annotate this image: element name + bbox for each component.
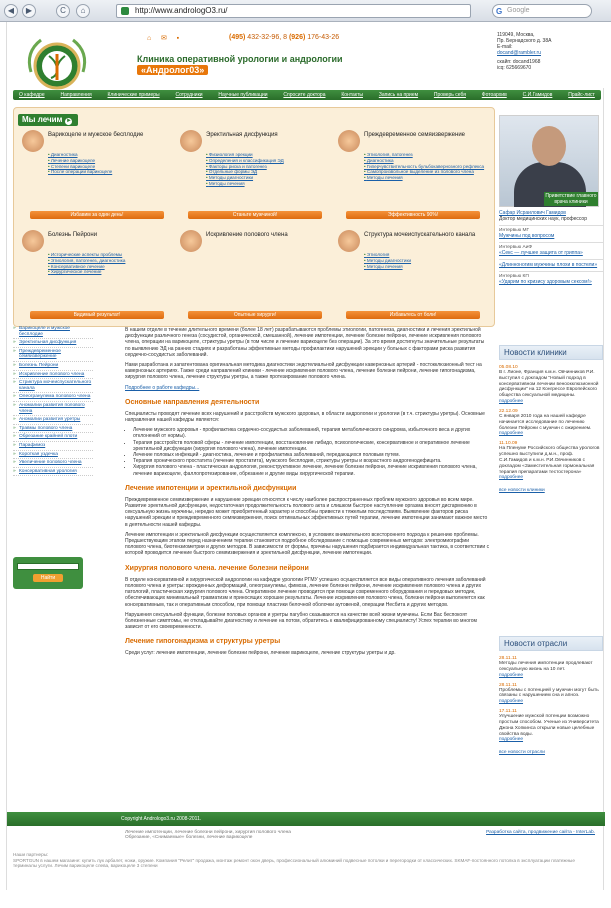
left-nav-item[interactable]: » Травмы полового члена	[13, 425, 93, 434]
service-link[interactable]: • Отдельные формы ЭД	[206, 169, 330, 175]
news-date: 05.08.10	[499, 365, 518, 370]
left-nav-item[interactable]: » Искривление полового члена	[13, 371, 93, 380]
left-nav-item[interactable]: » Парафимоз	[13, 442, 93, 451]
industry-news-title: Новости отрасли	[499, 636, 603, 651]
news-text: С января 2010 года на нашей кафедре начинается исследование по лечению болезни Пейрони с мужчин с ожирением.	[499, 413, 592, 431]
service-link[interactable]: • Методы диагностики	[206, 175, 330, 181]
news-more-link[interactable]: подробнее	[499, 431, 524, 437]
interview-label: Интервью КП	[499, 271, 603, 279]
service-button[interactable]: Видимый результат!	[30, 311, 164, 319]
news-date: 17.11.11	[499, 709, 517, 715]
browser-toolbar	[0, 0, 611, 22]
left-nav-item[interactable]: » Аномалии развития полового члена	[13, 402, 93, 416]
directions-list	[133, 427, 491, 477]
menu-item-test[interactable]: Проверь себя	[433, 92, 466, 98]
service-link[interactable]: • Методы диагностики	[364, 258, 488, 264]
service-button[interactable]: Избавьтесь от боли!	[346, 311, 480, 319]
main-menu	[13, 90, 601, 100]
intro-paragraph: В нашем отделе в течение длительного времени (более 18 лет) разрабатываются проблемы этиологии, патогенеза, диагностики и лечения эректильной дисфункции различного генеза (сосудистой, органической, смешанной), лечение импотенции, лечение болезни пейрони, лечение искривления полового члена, операции на варикоцеле, стриктуры уретры (в том числе и лечение варикоцеле без операции). За это время достигнуты значительные результаты по выявлению ЭД на ранних стадиях и разработаны эффективные методы профилактики нарушений эрекции у больных с факторами риска развития сердечно-сосудистых заболеваний.	[125, 327, 485, 358]
home-button[interactable]: ⌂	[76, 4, 90, 18]
menu-item-prices[interactable]: Прайс-лист	[568, 92, 595, 98]
menu-item-staff[interactable]: Сотрудники	[175, 92, 203, 98]
left-nav	[13, 325, 93, 476]
left-nav-item[interactable]: » Обрезание крайней плоти	[13, 433, 93, 442]
news-date: 11.10.09	[499, 441, 518, 447]
phone-numbers: (495) 432-32-96, 8 (926) 176-43-26	[229, 34, 340, 41]
left-nav-item[interactable]: » Преждевременное семяизвержение	[13, 348, 93, 362]
left-nav-item[interactable]: » Варикоцеле и мужское бесплодие	[13, 325, 93, 339]
footer-notes	[125, 830, 595, 840]
service-button[interactable]: Станьте мужчиной!	[188, 211, 322, 219]
search-input[interactable]	[492, 4, 592, 18]
section-paragraph: Нарушения сексуальной функции, болезни половых органов и уретры пагубно сказываются на качестве всей жизни мужчины. Если Вас беспокоят болезненные симптомы, не откладывайте диагностику и лечение на потом, обратитесь к квалифицированному специалисту! Успех терапии во многом зависит от его своевременности.	[125, 611, 477, 631]
doctor-degree: Доктор медицинских наук, профессор	[499, 216, 587, 222]
developer-link[interactable]: Разработка сайта, продвижение сайта - InterLab.	[486, 830, 595, 835]
section-heading: Лечение гипогонадизма и структуры уретры	[125, 638, 281, 646]
service-title[interactable]: Преждевременное семяизвержение	[364, 132, 466, 138]
menu-item-about[interactable]: О кафедре	[19, 92, 45, 98]
intro-paragraph: Нами разработана и запатентована оригинальная методика диагностики эндотелиальной дисфункции кавернозных артерий - постокклюзионный тест на кавернозных артериях. Также среди направлений клиники - лечение искривления полового члена, лечение болезни пейрони, лечение гипогонадизма, хирургия полового члена, лечение структуры уретры, а также протезирование полового члена.	[125, 362, 482, 381]
web-page	[6, 22, 604, 890]
left-nav-item[interactable]: » Увеличение полового члена	[13, 459, 93, 468]
list-item: • Лечение мужского здоровья - профилактика сердечно-сосудистых заболеваний, терапия метаболического синдрома, избыточного веса и других отклонений от нормы).	[133, 427, 491, 439]
service-link[interactable]: • Исторические аспекты проблемы	[48, 252, 172, 258]
clinic-news-list	[499, 360, 603, 493]
section-paragraph: Специалисты проводят лечение всех нарушений и расстройств мужского здоровья, в области андрологии и урологии (в т.ч. стриктуры уретры). Основные направления нашей кафедры являются:	[125, 410, 485, 424]
clinic-logo-icon[interactable]	[21, 32, 93, 96]
menu-item-publications[interactable]: Научные публикации	[218, 92, 268, 98]
list-item: • Терапия хронического простатита (лечение простатита), мужского бесплодия, стриктуры уретры и возрастного андрогенодефицита.	[133, 458, 491, 464]
we-treat-title: Мы лечим ►	[18, 114, 78, 126]
doctor-caption[interactable]: Приветствие главного врача клиники	[545, 193, 597, 205]
doctor-face	[532, 126, 566, 166]
service-link[interactable]: • Этиология, патогенез, диагностика	[48, 258, 172, 264]
list-item: • Терапия расстройств половой сферы - лечение импотенции, восстановление либидо, психологические, консервативное и оперативное лечение эректильной дисфункции (хирургия полового члена), лечение импотенции.	[133, 440, 491, 452]
service-link[interactable]: • Степени варикоцеле	[48, 164, 172, 170]
news-more-link[interactable]: подробнее	[499, 398, 524, 404]
news-text: В г. Лионе, Франция к.м.н. Овчинников Р.И. выступил с докладом "Новый подход в консервативном лечении веноокклюзионной дисфункции" на 12 Конгрессе Европейского общества сексуальной медицины.	[499, 370, 599, 399]
back-button[interactable]: ◀	[4, 4, 18, 18]
service-photo-icon	[22, 230, 44, 252]
site-header	[7, 22, 605, 88]
service-link[interactable]: • Хирургическое лечение	[48, 269, 172, 275]
menu-item-ask[interactable]: Спросите доктора	[283, 92, 326, 98]
service-link[interactable]: • Методы лечения	[364, 175, 488, 181]
service-card	[338, 130, 488, 224]
footer-note: Лечение импотенции, лечение болезни пейрони, хирургия полового члена	[125, 830, 291, 835]
footer-bar	[7, 812, 605, 826]
menu-item-photos[interactable]: Фотоархив	[481, 92, 507, 98]
home-icon[interactable]: ⌂	[147, 35, 152, 42]
news-date: 28.11.11	[499, 682, 517, 688]
service-photo-icon	[180, 130, 202, 152]
section-paragraph: Преждевременное семяизвержение и нарушение эрекции относятся к числу наиболее распространенных проблем мужского здоровья во всем мире. Развитие эректильной дисфункции, недостаточная продолжительность полового акта и слишком быстрое наступление оргазма вносят дисгармонию в сексуальную жизнь мужчины, нередко может приобретенный характер и способны привести к тяжелым последствиям. Выявление факторов риска нарушений эрекции и преждевременного семяизвержения, поиск оптимальных эффективных путей терапии, лечение импотенции занимают важное место в деятельности нашей кафедры.	[125, 496, 488, 528]
service-link[interactable]: • Консервативное лечение	[48, 264, 172, 270]
service-link[interactable]: • Методы лечения	[206, 181, 330, 187]
left-nav-item[interactable]: » Олеогранулема полового члена	[13, 393, 93, 402]
left-nav-item[interactable]: » Болезнь Пейрони	[13, 362, 93, 371]
service-photo-icon	[338, 230, 360, 252]
service-card	[338, 230, 488, 324]
sitemap-icon[interactable]: ▪	[176, 35, 180, 42]
favicon-icon	[121, 7, 129, 15]
menu-item-directions[interactable]: Направления	[60, 92, 92, 98]
left-nav-item[interactable]: » Короткая уздечка	[13, 451, 93, 460]
section-heading: Лечение импотенции и эректильной дисфункции	[125, 484, 297, 492]
left-nav-item[interactable]: » Эректильная дисфункция	[13, 339, 93, 348]
mail-icon[interactable]: ✉	[160, 35, 167, 42]
news-more-link[interactable]: подробнее	[499, 699, 524, 705]
section-heading: Основные направления деятельности	[125, 398, 260, 406]
service-link[interactable]: • Этиология	[364, 252, 488, 258]
we-treat-panel	[13, 107, 495, 327]
service-title[interactable]: Болезнь Пейрони	[48, 232, 98, 238]
header-icons	[147, 34, 179, 42]
interview-link[interactable]: «Длинноногим мужчины плохи в постели»	[499, 262, 598, 268]
news-date: 22.12.09	[499, 408, 518, 414]
all-industry-news-link[interactable]: все новости отрасли	[499, 750, 545, 756]
url-text: http://www.andrologO3.ru/	[135, 6, 228, 15]
interview-link[interactable]: Мужчины под вопросом	[499, 233, 555, 239]
copyright: Copyright Andrologo3.ru 2008-2011.	[121, 816, 202, 822]
news-more-link[interactable]: подробнее	[499, 475, 524, 481]
site-search-input[interactable]	[17, 563, 79, 570]
footer-note: Обрезание, «Снимаемые» болезни, лечение варикоцеле	[125, 835, 253, 840]
service-link[interactable]: • Лечение варикоцеле	[48, 158, 172, 164]
service-link[interactable]: • Методы лечения	[364, 264, 488, 270]
news-more-link[interactable]: подробнее	[499, 737, 524, 743]
service-link[interactable]: • Факторы риска и патогенез	[206, 164, 330, 170]
service-button[interactable]: Избавим за один день!	[30, 211, 164, 219]
interview-label: Интервью МГ	[499, 225, 603, 233]
menu-item-contacts[interactable]: Контакты	[341, 92, 363, 98]
section-paragraph: В отделе консервативной и хирургической андрологии на кафедре урологии РГМУ успешно осуществляется все виды оперативного лечения заболеваний полового члена и уретры: врожденных деформаций, олеогранулемы, фимоза, лечение болезни пейрони, лечение искривления полового члена и других патологий, пластическая хирургия полового члена. Оперативное лечение проводится при помощи современного оборудования и передовых методик, обеспечивающих минимальный травматизм и приносящих хорошие результаты. Лечение искривления полового члена, болезни пейрони выполняется как консервативным, так и оперативным способом, при помощи пластики белочной оболочки аутовеной, операции Несбита и других методов.	[125, 576, 486, 608]
forward-button[interactable]: ▶	[22, 4, 36, 18]
service-link[interactable]: • Самопроизвольное выделение из полового члена	[364, 169, 488, 175]
address-block: 119049, Москва, Пр. Бернадского д. 38А E-mail: docand@rambler.ru скайп: docand1968 icq: 625669670	[497, 32, 552, 71]
service-button[interactable]: Эффективность 90%!	[346, 211, 480, 219]
more-about-link[interactable]: Подробнее о работе кафедры...	[125, 384, 200, 391]
service-card	[22, 130, 172, 224]
google-icon: G	[496, 7, 503, 16]
reload-button[interactable]: C	[56, 4, 70, 18]
service-link[interactable]: • Этиология, патогенез	[364, 152, 488, 158]
partners-block	[13, 852, 599, 869]
left-nav-item[interactable]: » Стриктура мочеиспускательного канала	[13, 379, 93, 393]
clinic-name-badge: «Андролог03»	[137, 65, 208, 75]
left-nav-item[interactable]: » Консервативная урология	[13, 468, 93, 477]
news-text: Проблемы с потенцией у мужчин могут быть связаны с нарушением сна и апноэ.	[499, 687, 599, 699]
arrow-right-icon: ►	[65, 118, 72, 124]
service-title[interactable]: Структура мочеиспускательного канала	[364, 232, 476, 238]
partners-label: Наши партнеры:	[13, 852, 49, 857]
clinic-news-title: Новости клиники	[499, 345, 603, 360]
clinic-title: Клиника оперативной урологии и андрологии	[137, 54, 343, 64]
interview-label: Интервью АиФ	[499, 242, 603, 250]
main-content	[125, 327, 491, 661]
list-item: • Хирургия полового члена - пластическая андрология, реконструктивное лечение, лечение болезни пейрони, лечение искривления полового члена, лечение варикоцеле, фаллопротезирование, обрезание и другие виды хирургической терапии.	[133, 464, 491, 476]
email-link[interactable]: docand@rambler.ru	[497, 50, 541, 56]
service-title[interactable]: Искривление полового члена	[206, 232, 288, 238]
partners-text: SPORTGUN в нашем магазине: купить лук арбалет, ножи, оружие. Компания "Релит" продажа, монтаж ремонт окон дверь, профессиональный алюминий подвесные потолки и перегородки от классических. SKMAF-постоянного потолка в эксплуатации платежные терминалы услуги. Лечим варикоцеле слева, варикоцеле 3 степени	[13, 857, 575, 869]
service-title[interactable]: Эректильная дисфункция	[206, 132, 278, 138]
url-bar[interactable]	[116, 4, 471, 18]
service-card	[180, 230, 330, 324]
news-text: На Пленуме Российского общества урологов успешно выступили д.м.н., проф. С.И.Гамидов и к.м.н. Р.И.Овчинников с докладом «Заместительная гормональная терапия препаратами тестостерона»	[499, 446, 600, 475]
interview-link[interactable]: «Секс — лучшее защита от гриппа»	[499, 250, 583, 256]
service-photo-icon	[22, 130, 44, 152]
news-text: Улучшение мужской потенции возможно простым способом. Ученые из Университета Джона Хопкинса открыли новые целебные свойства воды.	[499, 714, 599, 737]
left-nav-item[interactable]: » Аномалии развития уретры	[13, 416, 93, 425]
service-photo-icon	[338, 130, 360, 152]
news-text: Методы лечения импотенции продлевают сексуальную жизнь на 10 лет.	[499, 661, 593, 672]
service-link[interactable]: • Диагностика	[364, 158, 488, 164]
section-heading: Хирургия полового члена. лечение болезни пейрони	[125, 564, 309, 572]
menu-item-appointment[interactable]: Запись на прием	[378, 92, 419, 98]
list-item: • Лечение половых инфекций - диагностика, лечение и профилактика заболеваний, передающихся половым путем.	[133, 452, 491, 458]
service-button[interactable]: Опытные хирурги!	[188, 311, 322, 319]
section-paragraph: Среди услуг: лечение импотенции, лечение болезни пейрони, лечение варикоцеле, лечение структуры уретры и др.	[125, 650, 396, 657]
industry-news-list	[499, 651, 603, 755]
service-photo-icon	[180, 230, 202, 252]
service-link[interactable]: • После операции варикоцеле	[48, 169, 172, 175]
menu-item-gamidov[interactable]: С.И.Гамидов	[522, 92, 553, 98]
service-link[interactable]: • Физиология эрекции	[206, 152, 330, 158]
service-card	[22, 230, 172, 324]
search-box	[13, 557, 83, 589]
menu-item-cases[interactable]: Клинические примеры	[107, 92, 160, 98]
doctor-name-link[interactable]: Сафар Исраилович Гамидов	[499, 210, 566, 216]
section-paragraph: Лечение импотенции и эректильной дисфункции осуществляется комплексно, в условиях внимательного всестороннего подхода к решению проблемы. Предшествующим этапом перед назначением терапии становится подробное обследование с помощью современных методов: электромиографии полового члена, биотензиометрии и других методов. В зависимости от формы, причины нарушения подбирается индивидуальная тактика, в соответствии с которой проводится лечение быстрого семяизвержения и эректильной дисфункции, лечение импотенции.	[125, 531, 490, 557]
all-clinic-news-link[interactable]: все новости клиники	[499, 488, 545, 494]
service-link[interactable]: • Диагностика	[48, 152, 172, 158]
news-date: 28.11.11	[499, 656, 517, 661]
search-button[interactable]: Найти	[33, 574, 63, 582]
service-title[interactable]: Варикоцеле и мужское бесплодие	[48, 132, 144, 138]
right-column-info	[499, 210, 603, 285]
search-placeholder: Google	[507, 7, 530, 14]
interview-link[interactable]: «Ударим по кризису здоровым сексом!»	[499, 279, 592, 285]
service-card	[180, 130, 330, 224]
service-link[interactable]: • Определения и классификация ЭД	[206, 158, 330, 164]
doctor-photo[interactable]	[499, 115, 599, 207]
news-more-link[interactable]: подробнее	[499, 672, 524, 678]
service-link[interactable]: • Гиперчувствительность бульбокавернозного рефлекса	[364, 164, 488, 170]
